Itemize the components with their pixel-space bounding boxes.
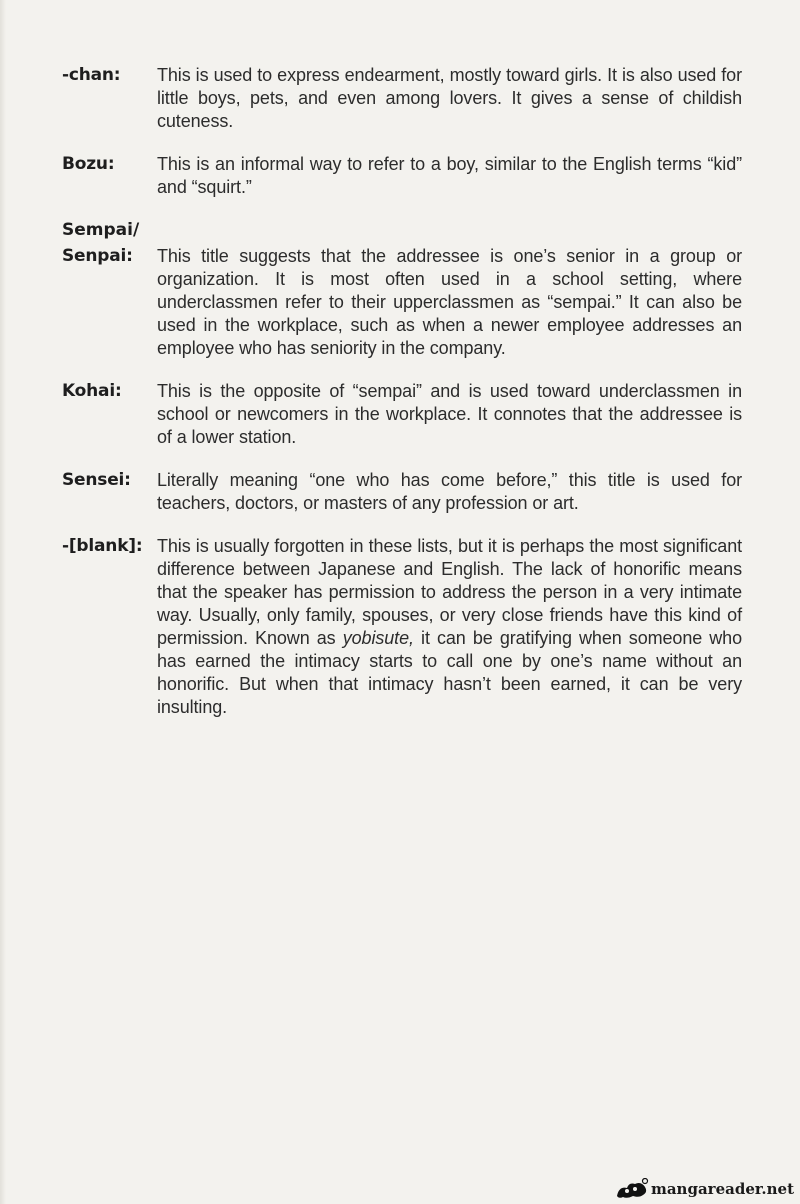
site-watermark: [615, 1178, 794, 1200]
honorifics-glossary: [62, 64, 742, 739]
glossary-term-line1: Sempai/: [62, 220, 140, 240]
glossary-definition: [157, 535, 742, 719]
glossary-entry-blank: [62, 535, 742, 719]
definition-italic-term: yobisute,: [342, 628, 414, 648]
definition-text: This is usually forgotten in these lists, but it is perhaps the most significant difference between Japanese and English. The lack of honorific means that the speaker has permission to address the person in a very intimate way. Usually, only family, spouses, or very close friends have this kind of permission. Known as: [157, 536, 742, 648]
watermark-text: mangareader.net: [650, 1180, 794, 1198]
glossary-definition: This title suggests that the addressee is one’s senior in a group or organization. It is most often used in a school setting, where underclassmen refer to their upperclassmen as “sempai.” It can also be used in the workplace, such as when a newer employee addresses an employee who has seniority in the company.: [157, 246, 742, 358]
glossary-term: Bozu:: [62, 154, 115, 174]
glossary-definition: Literally meaning “one who has come before,” this title is used for teachers, doctors, or masters of any profession or art.: [157, 470, 742, 513]
glossary-term: -chan:: [62, 65, 121, 85]
glossary-entry-kohai: [62, 380, 742, 449]
glossary-term: -[blank]:: [62, 536, 143, 556]
glossary-term: Kohai:: [62, 381, 122, 401]
glossary-definition: This is the opposite of “sempai” and is used toward underclassmen in school or newcomers in the workplace. It connotes that the addressee is of a lower station.: [157, 381, 742, 447]
glossary-entry-sensei: [62, 469, 742, 515]
glossary-term: Senpai:: [62, 246, 133, 266]
mangareader-logo-icon: [615, 1178, 649, 1200]
page-edge-shadow: [0, 0, 6, 1204]
glossary-definition: This is used to express endearment, mostly toward girls. It is also used for little boys, pets, and even among lovers. It gives a sense of childish cuteness.: [157, 65, 742, 131]
glossary-entry-chan: [62, 64, 742, 133]
glossary-entry-sempai: [62, 219, 742, 360]
glossary-entry-bozu: [62, 153, 742, 199]
glossary-definition: This is an informal way to refer to a boy, similar to the English terms “kid” and “squirt.”: [157, 154, 742, 197]
definition-text: it can be gratifying when someone who has earned the intimacy starts to call one by one’s name without an honorific. But when that intimacy hasn’t been earned, it can be very insulting.: [157, 628, 743, 717]
glossary-term: Sensei:: [62, 470, 131, 490]
